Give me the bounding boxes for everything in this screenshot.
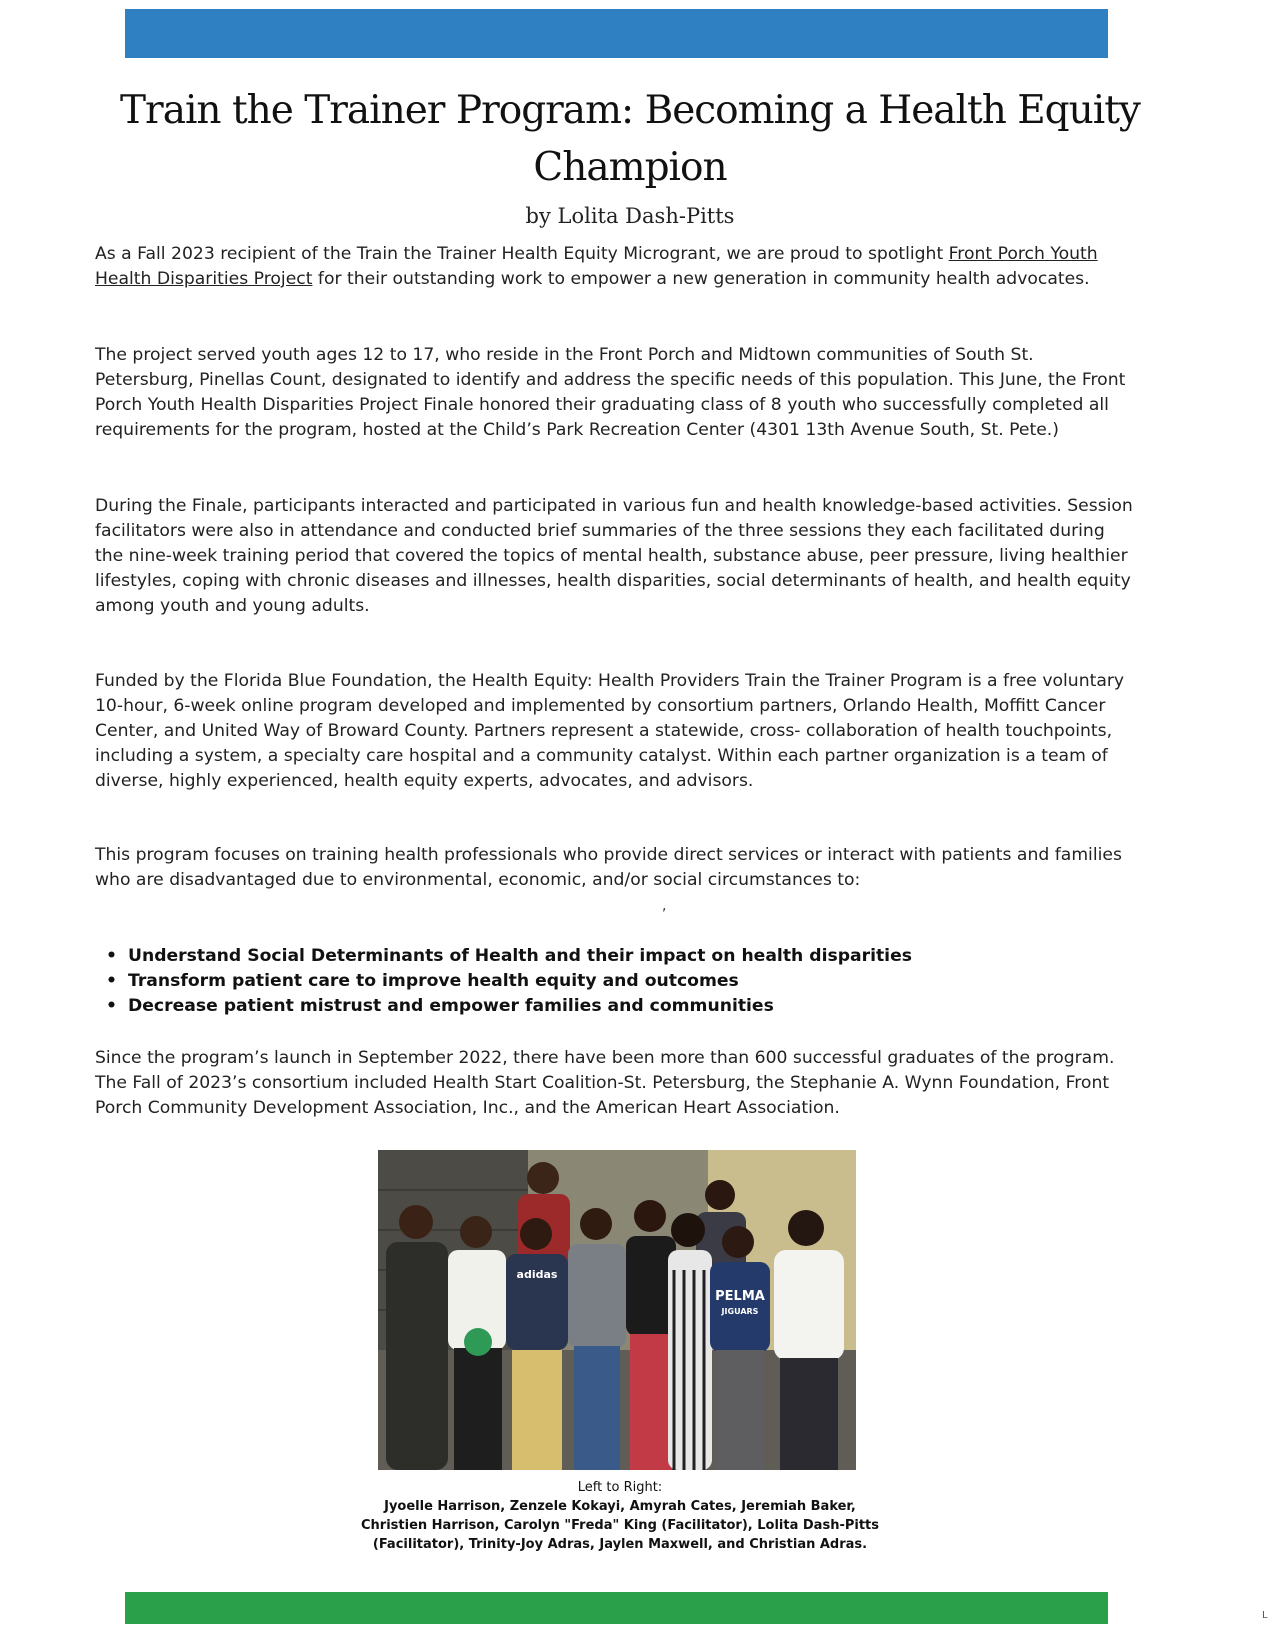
footer-color-bar (125, 1592, 1108, 1624)
paragraph-focus: This program focuses on training health professionals who provide direct services or interact with patients and families who are disadvantaged due to environmental, economic, and/or social circumstances to: (95, 845, 1122, 890)
person-4 (568, 1208, 626, 1470)
list-item: • Decrease patient mistrust and empower families and communities (128, 994, 1168, 1019)
intro-text-end: for their outstanding work to empower a new generation in community health advocates. (312, 269, 1090, 289)
person-2 (448, 1216, 506, 1470)
header-color-bar (125, 9, 1108, 58)
article-title: Train the Trainer Program: Becoming a Health Equity Champion (120, 88, 1140, 190)
caption-names: Jyoelle Harrison, Zenzele Kokayi, Amyrah Cates, Jeremiah Baker, Christien Harrison, Carolyn "Freda" King (Facilitator), Lolita Dash-Pitts (Facilitator), Trinity-Joy Adras, Jaylen Maxwell, and Christian Adras. (361, 1499, 879, 1552)
paragraph-project: The project served youth ages 12 to 17, who reside in the Front Porch and Midtown communities of South St. Petersburg, Pinellas Count, designated to identify and address the specific needs of this population. This June, the Front Porch Youth Health Disparities Project Finale honored their graduating class of 8 youth who successfully completed all requirements for the program, hosted at the Child’s Park Recreation Center (4301 13th Avenue South, St. Pete.) (95, 345, 1126, 440)
paragraph-intro (95, 242, 1135, 292)
group-photo (378, 1150, 856, 1470)
person-7 (710, 1226, 770, 1470)
shirt-text-pelma: PELMA (715, 1289, 765, 1304)
paragraph-funding: Funded by the Florida Blue Foundation, the Health Equity: Health Providers Train the Trainer Program is a free voluntary 10-hour, 6-week online program developed and implemented by consortium partners, Orlando Health, Moffitt Cancer Center, and United Way of Broward County. Partners represent a statewide, cross- collaboration of health touchpoints, including a system, a specialty care hospital and a community catalyst. Within each partner organization is a team of diverse, highly experienced, health equity experts, advocates, and advisors. (95, 671, 1125, 791)
list-item: • Understand Social Determinants of Health and their impact on health disparities (128, 944, 1168, 969)
paragraph-graduates: Since the program’s launch in September 2022, there have been more than 600 successful graduates of the program. The Fall of 2023’s consortium included Health Start Coalition-St. Petersburg, the Stephanie A. Wynn Foundation, Front Porch Community Development Association, Inc., and the American Heart Association. (95, 1048, 1115, 1118)
stray-mark: , (662, 898, 667, 914)
intro-text-start: As a Fall 2023 recipient of the Train the Trainer Health Equity Microgrant, we are proud to spotlight (95, 244, 949, 264)
person-6 (668, 1213, 712, 1470)
paragraph-finale: During the Finale, participants interacted and participated in various fun and health knowledge-based activities. Session facilitators were also in attendance and conducted brief summaries of the three sessions they each facilitated during the nine-week training period that covered the topics of mental health, substance abuse, peer pressure, living healthier lifestyles, coping with chronic diseases and illnesses, health disparities, social determinants of health, and health equity among youth and young adults. (95, 496, 1133, 616)
shirt-text-adidas: adidas (516, 1268, 558, 1281)
group-photo-illustration (378, 1150, 856, 1470)
article-byline: by Lolita Dash-Pitts (525, 204, 735, 228)
person-3 (506, 1218, 568, 1470)
photo-caption (360, 1478, 880, 1554)
list-item: • Transform patient care to improve health equity and outcomes (128, 969, 1168, 994)
project-link[interactable]: Front Porch Youth Health Disparities Project (95, 244, 1098, 289)
corner-mark: L (1262, 1610, 1268, 1621)
caption-label: Left to Right: (577, 1480, 663, 1495)
person-1 (386, 1205, 448, 1470)
goals-list (95, 944, 1168, 1019)
shirt-text-jaguars: JIGUARS (721, 1307, 759, 1316)
